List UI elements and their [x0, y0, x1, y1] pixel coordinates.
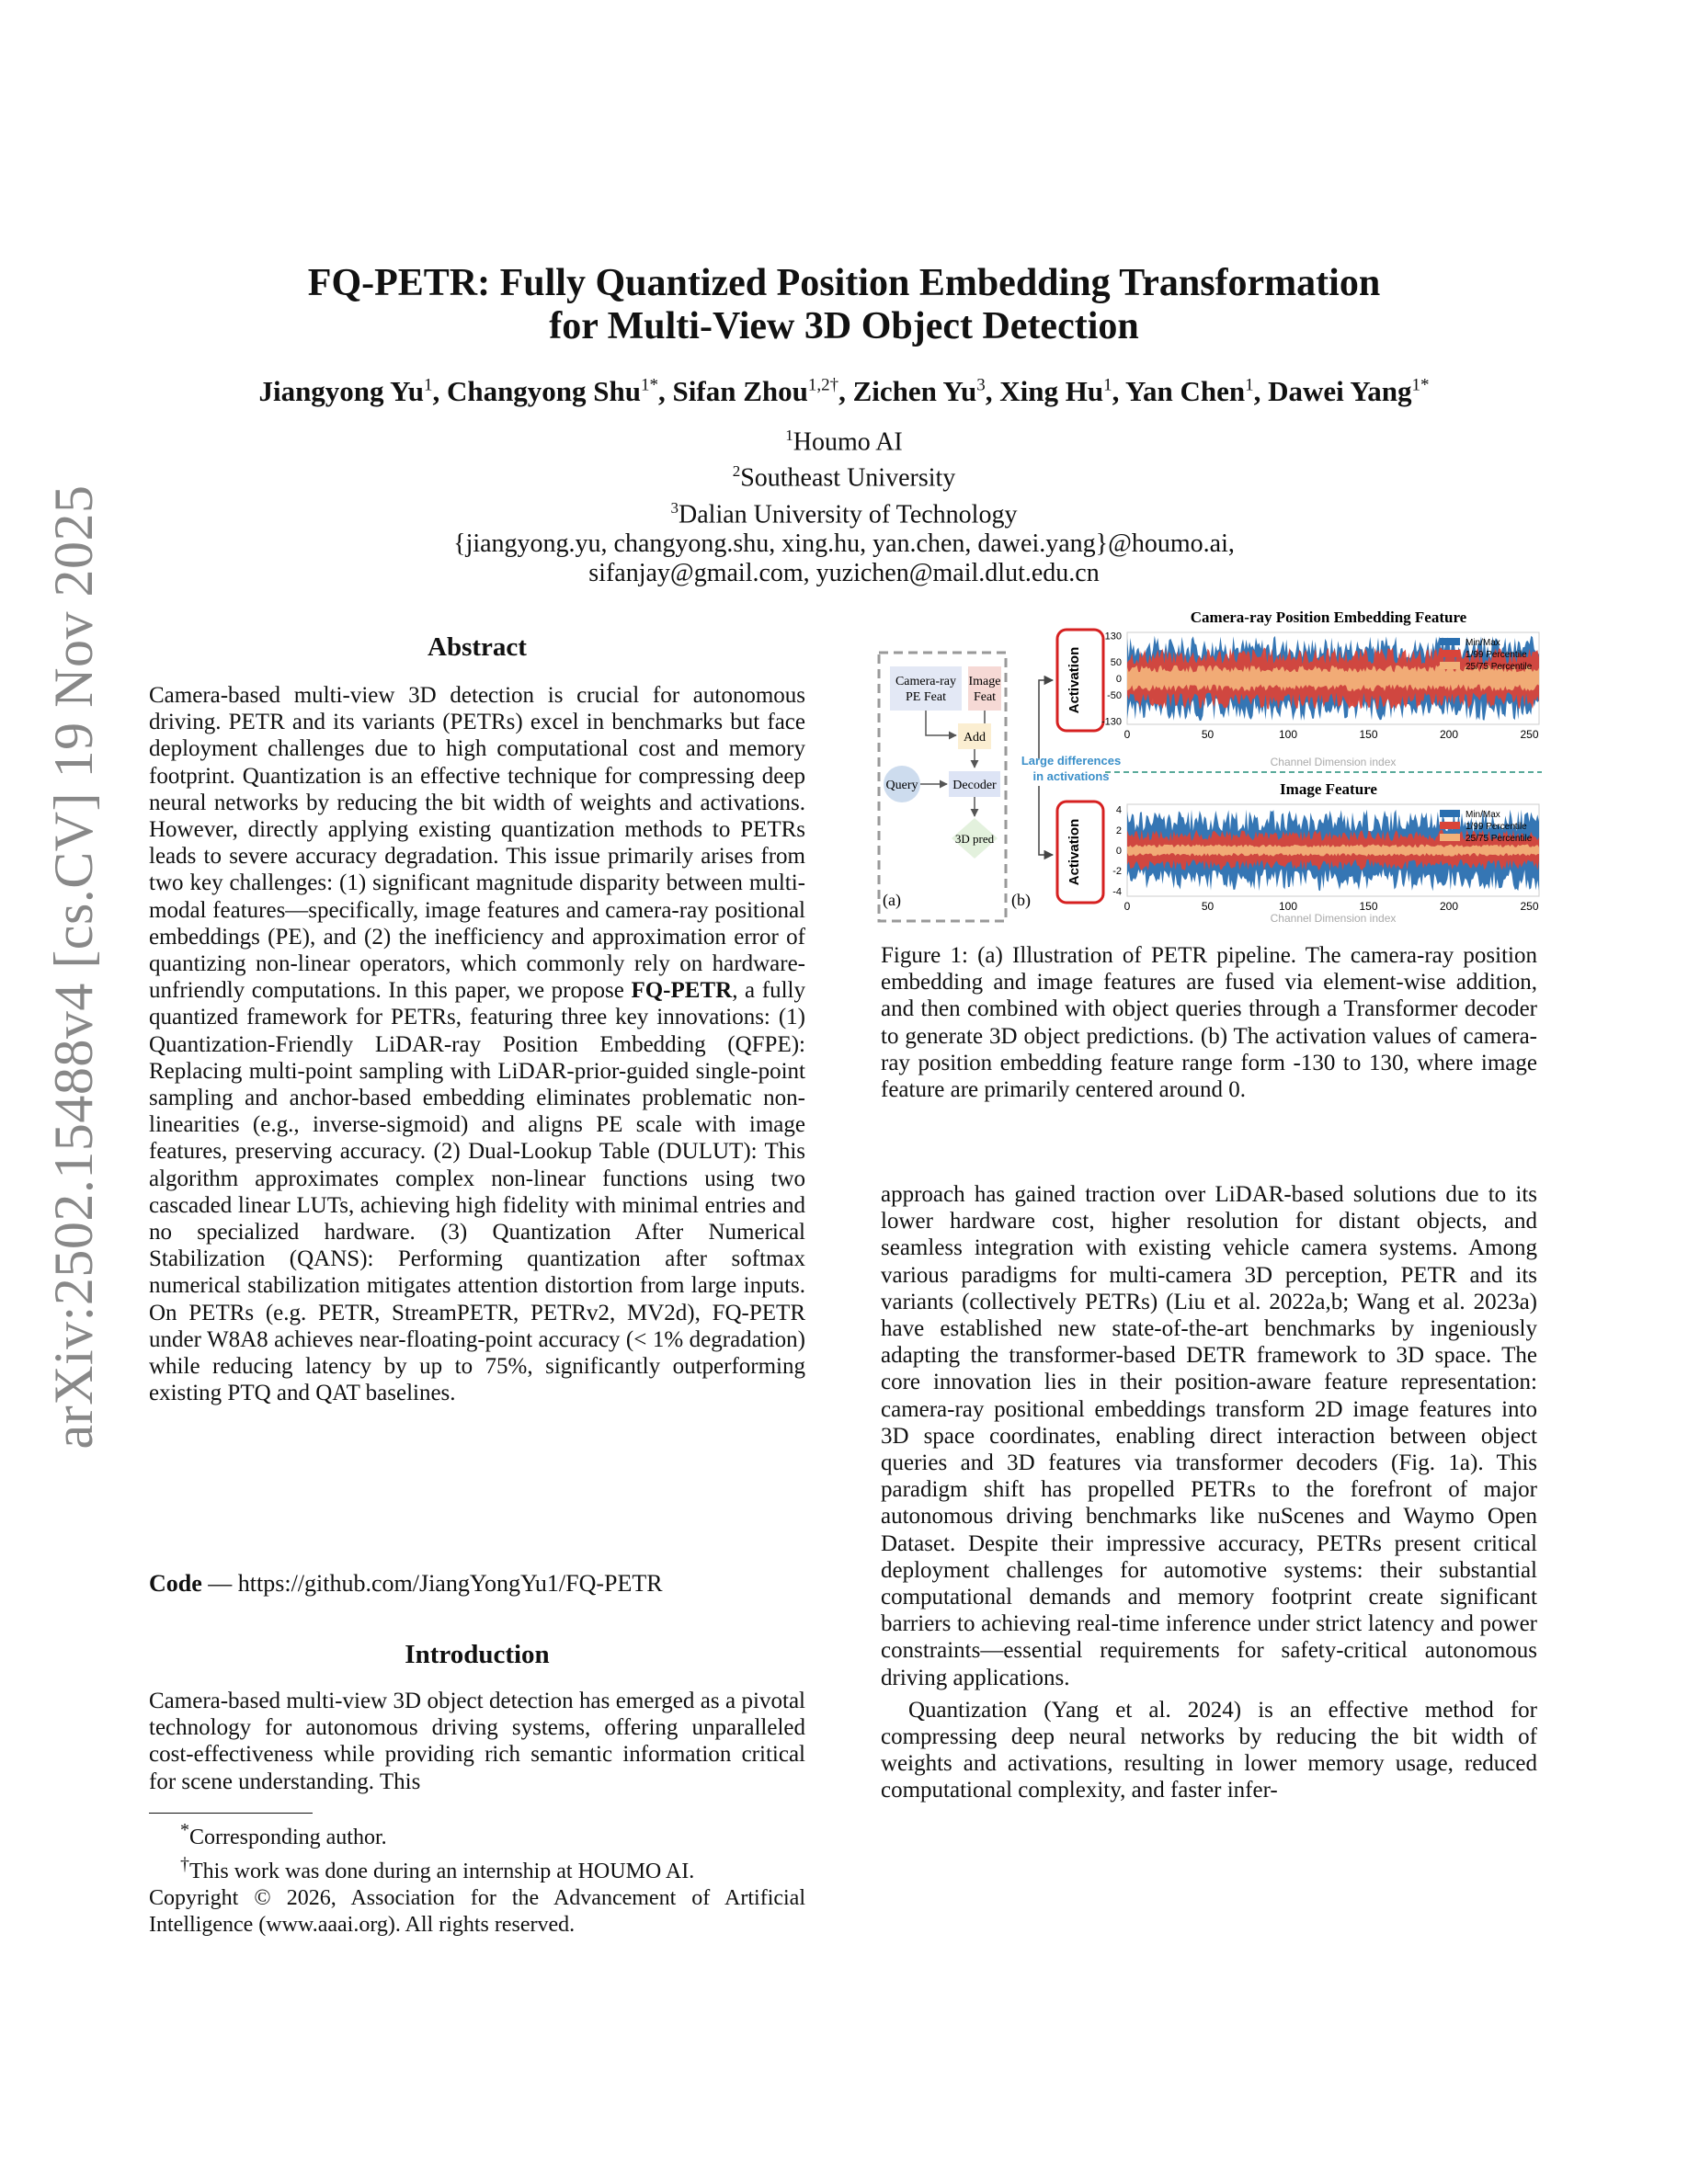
query-label: Query: [885, 779, 918, 792]
legend-swatch: [1440, 662, 1460, 669]
ytick-label: 4: [1115, 804, 1122, 816]
chart1-ylabel: Activation: [1066, 646, 1082, 714]
footnote-corresponding: *Corresponding author.: [180, 1820, 387, 1849]
figure-1: [873, 597, 1545, 924]
author-sup: 1: [423, 375, 433, 395]
legend-label: 25/75 Percentile: [1466, 834, 1533, 844]
legend-label: 25/75 Percentile: [1466, 662, 1533, 672]
affiliations: [0, 421, 1688, 588]
author-sup: 1: [1245, 375, 1254, 395]
xtick-label: 100: [1278, 728, 1298, 741]
xtick-label: 50: [1201, 728, 1215, 741]
ytick-label: -50: [1107, 689, 1122, 701]
chart1-xticks: [1124, 728, 1539, 741]
xtick-label: 0: [1123, 900, 1131, 913]
legend-swatch: [1440, 822, 1460, 829]
label-a: (a): [883, 891, 901, 909]
emails-line-1: {jiangyong.yu, changyong.shu, xing.hu, yan.chen, dawei.yang}@houmo.ai,: [453, 529, 1235, 558]
legend-label: 1/99 Percentile: [1466, 822, 1527, 832]
ytick-label: 50: [1110, 657, 1122, 669]
footnote-rule: [149, 1813, 313, 1814]
ytick-label: -4: [1112, 886, 1122, 898]
abstract-heading: Abstract: [428, 632, 527, 662]
xtick-label: 50: [1201, 900, 1215, 913]
ytick-label: 130: [1104, 631, 1122, 643]
introduction-heading: Introduction: [405, 1640, 550, 1669]
xtick-label: 100: [1278, 900, 1298, 913]
right-paragraph-2: Quantization (Yang et al. 2024) is an effective method for compressing deep neural networks by reducing the bit width of weights and activations, resulting in lower memory usage, reduced computational complexity, and faster infer-: [881, 1697, 1537, 1803]
right-column-text: [881, 1181, 1537, 1804]
author-name: Sifan Zhou: [672, 375, 808, 407]
arxiv-stamp: arXiv:2502.15488v4 [cs.CV] 19 Nov 2025: [43, 484, 104, 1450]
author-sup: 3: [976, 375, 986, 395]
footnote-internship: †This work was done during an internship at HOUMO AI.: [180, 1854, 695, 1883]
title-line-2: for Multi-View 3D Object Detection: [549, 305, 1139, 347]
legend-swatch: [1440, 638, 1460, 645]
copyright-notice: Copyright © 2026, Association for the Advancement of Artificial Intelligence (www.aaai.org). All rights reserved.: [149, 1886, 805, 1937]
chart2-title: Image Feature: [1280, 780, 1377, 798]
legend-swatch: [1440, 810, 1460, 817]
code-label: Code: [149, 1570, 202, 1597]
callout-line-1: Large differences: [1021, 754, 1122, 768]
pe-feat-label: PE Feat: [906, 690, 946, 704]
legend-swatch: [1440, 650, 1460, 657]
chart2-xlabel: Channel Dimension index: [1270, 912, 1397, 924]
ytick-label: 2: [1115, 825, 1122, 836]
legend-swatch: [1440, 834, 1460, 841]
chart1-xlabel: Channel Dimension index: [1270, 756, 1397, 768]
callout-arrow-up: [1039, 680, 1053, 758]
xtick-label: 200: [1439, 728, 1459, 741]
xtick-label: 150: [1359, 728, 1378, 741]
abstract-text: Camera-based multi-view 3D detection is crucial for autonomous driving. PETR and its variants (PETRs) excel in benchmarks but face deployment challenges due to high computational cost and memory footprint. Quantization is an effective technique for compressing deep neural networks by reducing the bit width of weights and activations. However, directly applying existing quantization methods to PETRs leads to severe accuracy degradation. This issue primarily arises from two key challenges: (1) significant magnitude disparity between multi-modal features—specifically, image features and camera-ray positional embeddings (PE), and (2) the inefficiency and approximation error of quantizing non-linear operators, which commonly rely on hardware-unfriendly computations. In this paper, we propose FQ-PETR, a fully quantized framework for PETRs, featuring three key innovations: (1) Quantization-Friendly LiDAR-ray Position Embedding (QFPE): Replacing multi-point sampling with LiDAR-prior-guided single-point sampling and anchor-based embedding eliminates problematic non-linearities (e.g., inverse-sigmoid) and aligns PE scale with image features, preserving accuracy. (2) Dual-Lookup Table (DULUT): This algorithm approximates complex non-linear functions using two cascaded linear LUTs, achieving high fidelity with minimal entries and no specialized hardware. (3) Quantization After Numerical Stabilization (QANS): Performing quantization after softmax numerical stabilization mitigates attention distortion from large inputs. On PETRs (e.g. PETR, StreamPETR, PETRv2, MV2d), FQ-PETR under W8A8 achieves near-floating-point accuracy (< 1% degradation) while reducing latency by up to 75%, significantly outperforming existing PTQ and QAT baselines.: [149, 683, 805, 1406]
camera-ray-label: Camera-ray: [895, 675, 957, 688]
xtick-label: 150: [1359, 900, 1378, 913]
code-url-link[interactable]: https://github.com/JiangYongYu1/FQ-PETR: [237, 1570, 663, 1597]
callout-arrow-down: [1039, 786, 1053, 855]
legend-label: Min/Max: [1466, 638, 1500, 648]
xtick-label: 250: [1520, 728, 1539, 741]
author-sup: 1,2†: [807, 375, 839, 395]
chart-camera-ray: [1057, 609, 1539, 768]
author-sup: 1*: [641, 375, 659, 395]
ytick-label: 0: [1115, 846, 1122, 857]
feat-label: Feat: [973, 690, 997, 704]
framework-name: FQ-PETR: [631, 978, 733, 1004]
emails-line-2: sifanjay@gmail.com, yuzichen@mail.dlut.edu.cn: [588, 558, 1100, 587]
legend-label: Min/Max: [1466, 810, 1500, 820]
series-band-25-75-percentile: [1127, 844, 1539, 856]
title-line-1: FQ-PETR: Fully Quantized Position Embedding Transformation: [307, 262, 1381, 304]
legend-label: 1/99 Percentile: [1466, 650, 1527, 660]
callout-line-2: in activations: [1032, 769, 1110, 783]
affiliation-1: $^1$Houmo AI: [785, 427, 903, 457]
image-label: Image: [968, 675, 1001, 688]
chart2-xticks: [1124, 900, 1539, 913]
figure-1-caption: Figure 1: (a) Illustration of PETR pipeline. The camera-ray position embedding and image features are fused via element-wise addition, and then combined with object queries through a Transformer decoder to generate 3D object predictions. (b) The activation values of camera-ray position embedding feature range form -130 to 130, where image feature are primarily centered around 0.: [881, 943, 1537, 1103]
author-name: Dawei Yang: [1268, 375, 1412, 407]
chart2-ylabel: Activation: [1066, 818, 1082, 886]
xtick-label: 0: [1123, 728, 1131, 741]
affiliation-2: $^2$Southeast University: [732, 462, 956, 493]
author-name: Zichen Yu: [852, 375, 977, 407]
pred-label: 3D pred: [954, 832, 995, 846]
author-name: Jiangyong Yu: [258, 375, 424, 407]
right-paragraph-1: approach has gained traction over LiDAR-based solutions due to its lower hardware cost, higher resolution for distant objects, and seamless integration with existing vehicle camera systems. Among various paradigms for multi-camera 3D perception, PETR and its variants (collectively PETRs) (Liu et al. 2022a,b; Wang et al. 2023a) have established new state-of-the-art benchmarks by ingeniously adapting the transformer-based DETR framework to 3D space. The core innovation lies in their position-aware feature representation: camera-ray positional embeddings transform 2D image features into 3D space coordinates, enabling direct interaction between object queries and 3D features via transformer decoders (Fig. 1a). This paradigm shift has propelled PETRs to the forefront of major autonomous driving benchmarks like nuScenes and Waymo Open Dataset. Despite their impressive accuracy, PETRs present critical deployment challenges for automotive systems: their substantial computational demands and memory footprint create significant barriers to achieving real-time inference under strict latency and power constraints—essential requirements for safety-critical autonomous driving applications.: [881, 1182, 1537, 1690]
ytick-label: -2: [1112, 866, 1122, 878]
ytick-label: -130: [1101, 716, 1122, 728]
chart-image-feature: [1057, 780, 1539, 924]
chart1-title: Camera-ray Position Embedding Feature: [1190, 609, 1467, 626]
author-sup: 1*: [1411, 375, 1430, 395]
author-sup: 1: [1103, 375, 1112, 395]
introduction-text: Camera-based multi-view 3D object detection has emerged as a pivotal technology for autonomous driving systems, offering unparalleled cost-effectiveness while providing rich semantic information critical for scene understanding. This: [149, 1689, 805, 1794]
add-label: Add: [963, 731, 987, 745]
xtick-label: 200: [1439, 900, 1459, 913]
author-list: Jiangyong Yu$^1$, Changyong Shu$^{1*}$, Sifan Zhou$^{1,2\dagger}$, Zichen Yu$^3$, Xing Hu$^1$, Yan Chen$^1$, Dawei Yang$^{1*}$: [258, 375, 1430, 407]
author-name: Xing Hu: [999, 375, 1104, 407]
pipeline-diagram: [879, 653, 1031, 921]
footnotes: [149, 1817, 805, 1939]
label-b: (b): [1011, 891, 1031, 909]
author-name: Changyong Shu: [446, 375, 642, 407]
xtick-label: 250: [1520, 900, 1539, 913]
author-name: Yan Chen: [1125, 375, 1246, 407]
ytick-label: 0: [1115, 674, 1122, 685]
decoder-label: Decoder: [952, 779, 997, 792]
affiliation-3: $^3$Dalian University of Technology: [670, 498, 1018, 529]
code-line: Code — https://github.com/JiangYongYu1/FQ-PETR: [149, 1570, 663, 1597]
paper-title: [0, 262, 1688, 348]
chart2-yticks: [1112, 805, 1122, 898]
